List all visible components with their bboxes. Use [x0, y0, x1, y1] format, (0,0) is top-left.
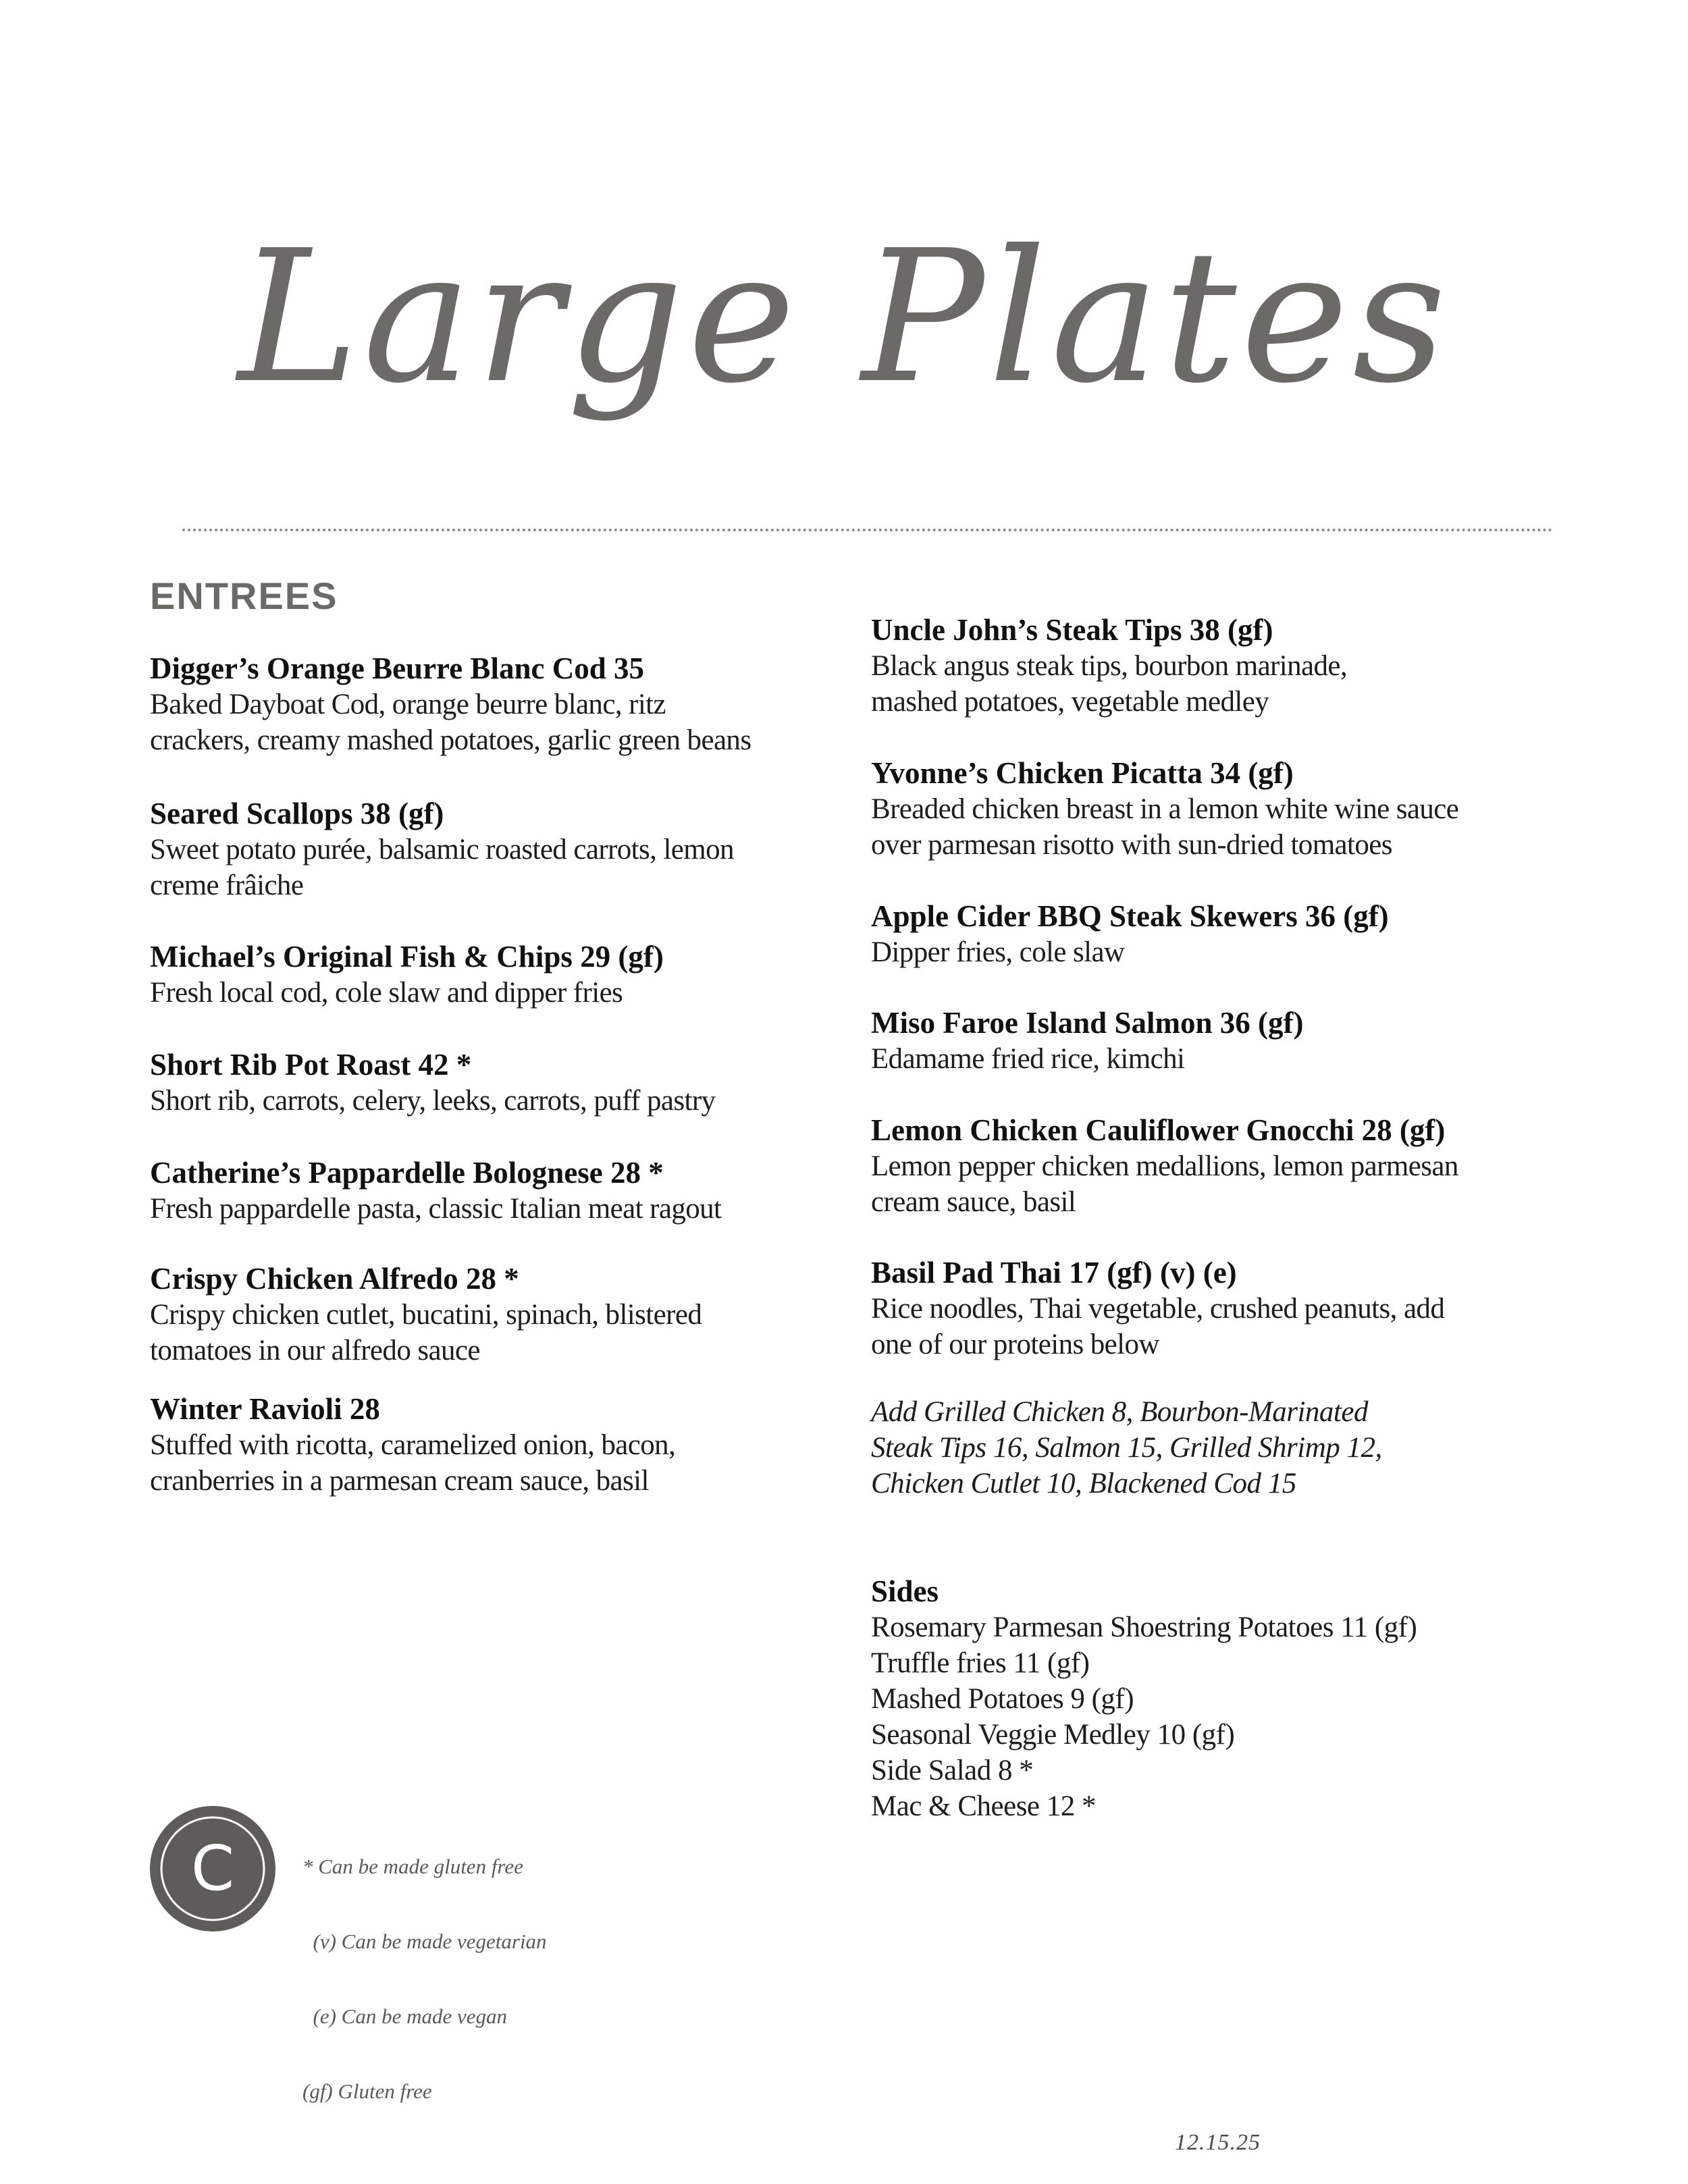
protein-addons	[871, 1394, 1580, 1501]
menu-item-title: Miso Faroe Island Salmon 36 (gf)	[871, 1006, 1304, 1040]
menu-item	[150, 1154, 825, 1227]
menu-item-title: Seared Scallops 38 (gf)	[150, 797, 444, 830]
menu-item-title: Winter Ravioli 28	[150, 1392, 380, 1426]
menu-item-desc-line: over parmesan risotto with sun-dried tomatoes	[871, 829, 1392, 861]
menu-item-desc-line: Sweet potato purée, balsamic roasted carrots, lemon	[150, 834, 734, 865]
menu-item-desc-line: Short rib, carrots, celery, leeks, carrots, puff pastry	[150, 1085, 716, 1117]
logo-letter: C	[190, 1832, 235, 1905]
addon-line: Add Grilled Chicken 8, Bourbon-Marinated	[871, 1396, 1368, 1428]
menu-item-desc-line: creme frâiche	[150, 870, 304, 901]
side-item: Rosemary Parmesan Shoestring Potatoes 11 (gf)	[871, 1612, 1417, 1643]
menu-item-desc-line: Lemon pepper chicken medallions, lemon parmesan	[871, 1150, 1458, 1182]
side-item: Truffle fries 11 (gf)	[871, 1647, 1090, 1679]
menu-item	[150, 650, 825, 758]
menu-item-desc-line: one of our proteins below	[871, 1329, 1159, 1360]
menu-item-desc-line: Edamame fried rice, kimchi	[871, 1043, 1185, 1075]
menu-item-desc-line: Fresh local cod, cole slaw and dipper fries	[150, 977, 623, 1009]
menu-item	[150, 938, 825, 1011]
dietary-legend	[302, 1804, 547, 2129]
menu-item-title: Michael’s Original Fish & Chips 29 (gf)	[150, 940, 664, 974]
side-item: Mac & Cheese 12 *	[871, 1790, 1097, 1822]
menu-item-desc-line: tomatoes in our alfredo sauce	[150, 1335, 480, 1366]
menu-item-title: Basil Pad Thai 17 (gf) (v) (e)	[871, 1256, 1237, 1289]
menu-item	[871, 1112, 1566, 1220]
dotted-divider	[182, 529, 1553, 531]
page-title: Large Plates	[238, 211, 1450, 423]
legend-line: (gf) Gluten free	[302, 2079, 432, 2103]
menu-item-title: Lemon Chicken Cauliflower Gnocchi 28 (gf)	[871, 1113, 1446, 1147]
sides-section	[871, 1573, 1580, 1824]
legend-line: * Can be made gluten free	[302, 1855, 523, 1878]
menu-item-desc-line: Baked Dayboat Cod, orange beurre blanc, ritz	[150, 689, 666, 720]
menu-item-title: Apple Cider BBQ Steak Skewers 36 (gf)	[871, 899, 1389, 933]
menu-item	[150, 1391, 825, 1499]
side-item: Mashed Potatoes 9 (gf)	[871, 1683, 1134, 1715]
menu-item-title: Catherine’s Pappardelle Bolognese 28 *	[150, 1156, 664, 1190]
menu-item-title: Crispy Chicken Alfredo 28 *	[150, 1262, 519, 1296]
side-item: Side Salad 8 *	[871, 1755, 1034, 1786]
menu-item-desc-line: Fresh pappardelle pasta, classic Italian meat ragout	[150, 1193, 722, 1225]
menu-item	[150, 1046, 825, 1119]
menu-item-desc-line: Crispy chicken cutlet, bucatini, spinach, blistered	[150, 1299, 702, 1331]
menu-item-title: Yvonne’s Chicken Picatta 34 (gf)	[871, 756, 1294, 790]
menu-item-desc-line: Breaded chicken breast in a lemon white wine sauce	[871, 793, 1459, 825]
section-heading-entrees: ENTREES	[150, 575, 338, 617]
menu-item-desc-line: mashed potatoes, vegetable medley	[871, 686, 1269, 718]
menu-item	[871, 612, 1566, 720]
menu-item-desc-line: Black angus steak tips, bourbon marinade,	[871, 650, 1348, 682]
menu-item-title: Digger’s Orange Beurre Blanc Cod 35	[150, 651, 644, 685]
menu-item-title: Short Rib Pot Roast 42 *	[150, 1048, 472, 1082]
menu-item-desc-line: Rice noodles, Thai vegetable, crushed peanuts, add	[871, 1293, 1445, 1325]
restaurant-logo	[150, 1806, 275, 1932]
menu-item	[871, 898, 1566, 970]
menu-item	[871, 1005, 1566, 1077]
menu-item	[150, 795, 825, 903]
menu-item	[871, 1254, 1566, 1362]
menu-item-desc-line: cranberries in a parmesan cream sauce, basil	[150, 1465, 649, 1497]
menu-item-title: Uncle John’s Steak Tips 38 (gf)	[871, 613, 1273, 647]
menu-item-desc-line: crackers, creamy mashed potatoes, garlic green beans	[150, 724, 751, 756]
legend-line: (v) Can be made vegetarian	[302, 1929, 547, 1953]
menu-item-desc-line: Stuffed with ricotta, caramelized onion, bacon,	[150, 1429, 676, 1461]
menu-item	[871, 755, 1566, 863]
side-item: Seasonal Veggie Medley 10 (gf)	[871, 1719, 1235, 1751]
menu-item-desc-line: Dipper fries, cole slaw	[871, 936, 1125, 968]
addon-line: Steak Tips 16, Salmon 15, Grilled Shrimp 12,	[871, 1432, 1382, 1464]
legend-line: (e) Can be made vegan	[302, 2004, 508, 2028]
menu-date: 12.15.25	[1175, 2130, 1261, 2155]
addon-line: Chicken Cutlet 10, Blackened Cod 15	[871, 1468, 1296, 1499]
menu-item	[150, 1260, 825, 1368]
sides-heading: Sides	[871, 1574, 939, 1608]
menu-item-desc-line: cream sauce, basil	[871, 1186, 1076, 1218]
